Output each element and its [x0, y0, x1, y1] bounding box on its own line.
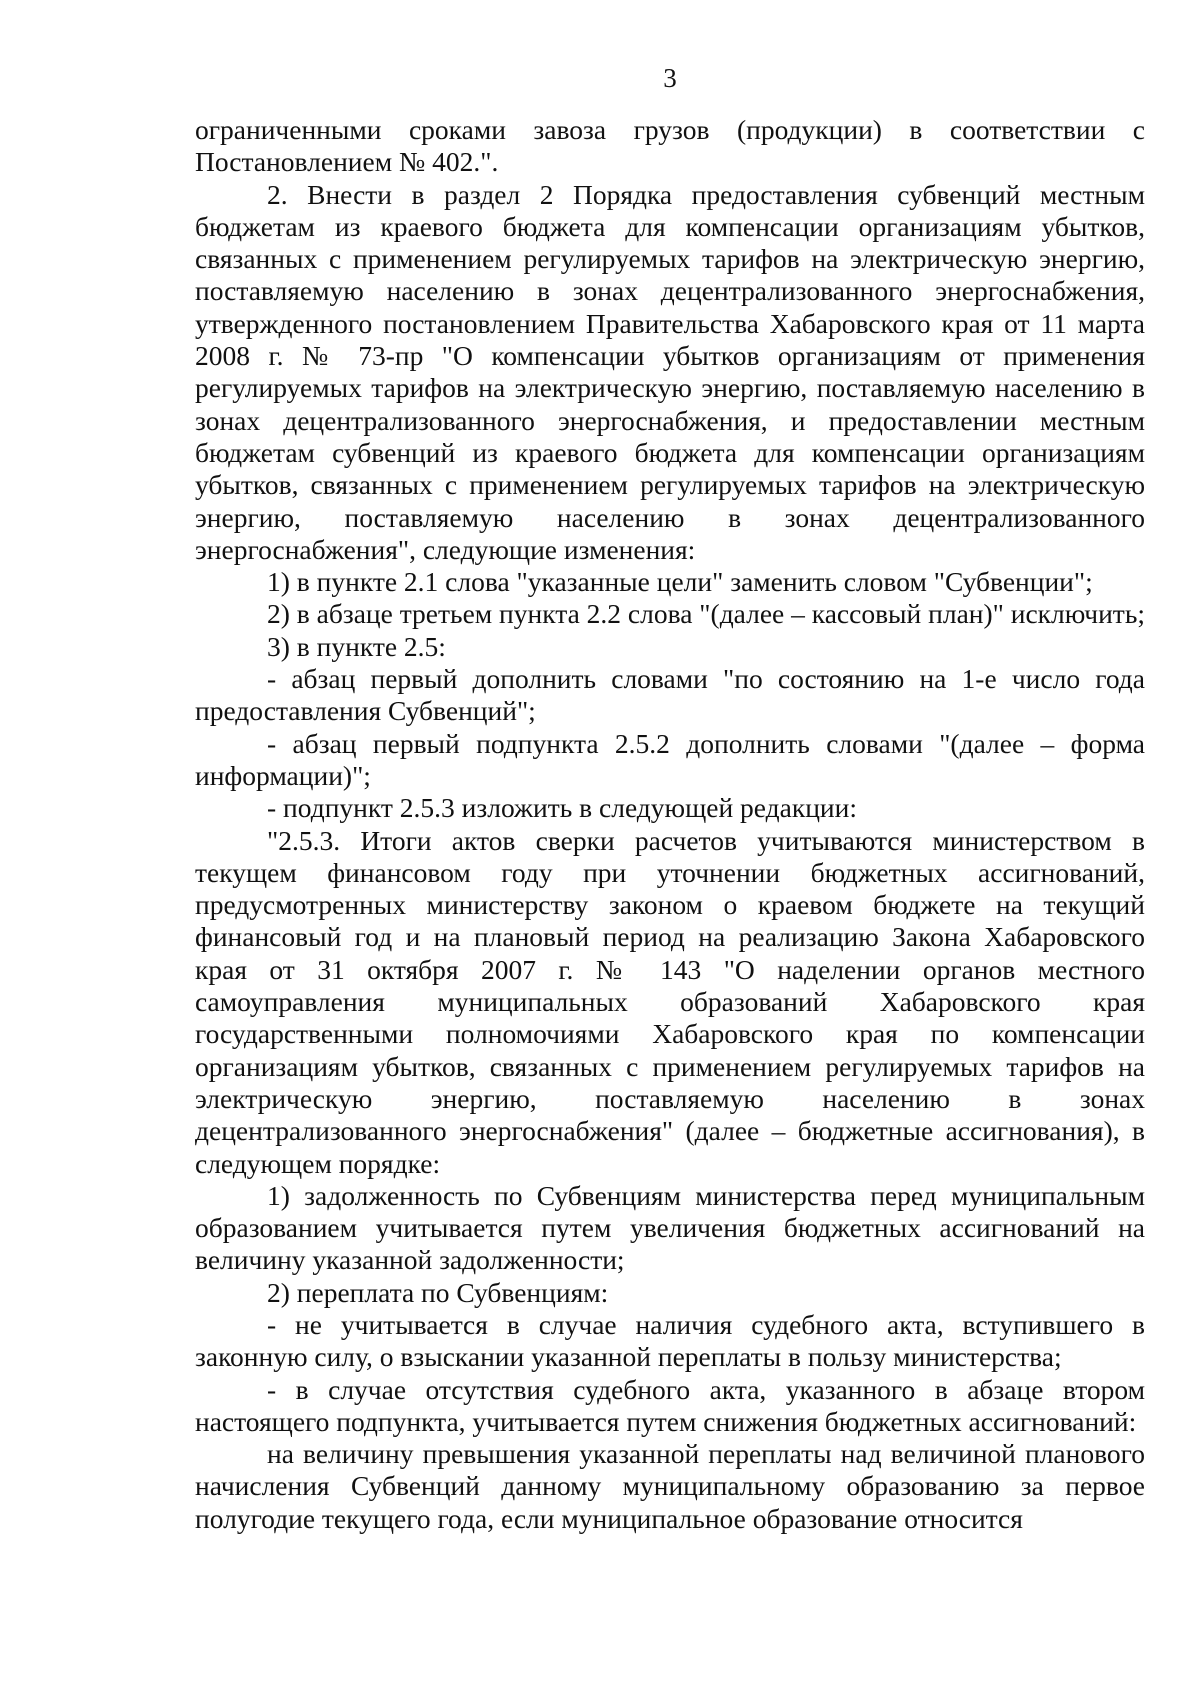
page-number: 3	[663, 63, 677, 93]
paragraph-dash-2: - абзац первый подпункта 2.5.2 дополнить словами "(далее – форма информации)";	[195, 727, 1145, 791]
document-body	[195, 114, 1145, 1535]
paragraph-subitem-3: 3) в пункте 2.5:	[267, 630, 446, 662]
paragraph-2-5-3: "2.5.3. Итоги актов сверки расчетов учитываются министерством в текущем финансовом году при уточнении бюджетных ассигнований, предусмотренных министерству законом о краевом бюджете на текущий финансовый год и на плановый период на реализацию Закона Хабаровского края от 31 октября 2007 г. № 143 "О наделении органов местного самоуправления муниципальных образований Хабаровского края государственными полномочиями Хабаровского края по компенсации организациям убытков, связанных с применением регулируемых тарифов на электрическую энергию, поставляемую населению в зонах децентрализованного энергоснабжения" (далее – бюджетные ассигнования), в следующем порядке:	[195, 824, 1145, 1179]
paragraph-subitem-1: 1) в пункте 2.1 слова "указанные цели" заменить словом "Субвенции";	[267, 566, 1093, 598]
paragraph-overpayment: 2) переплата по Субвенциям:	[267, 1276, 609, 1308]
paragraph-subitem-2: 2) в абзаце третьем пункта 2.2 слова "(далее – кассовый план)" исключить;	[267, 598, 1145, 630]
paragraph-item-2: 2. Внести в раздел 2 Порядка предоставления субвенций местным бюджетам из краевого бюджета для компенсации организациям убытков, связанных с применением регулируемых тарифов на электрическую энергию, поставляемую населению в зонах децентрализованного энергоснабжения, утвержденного постановлением Правительства Хабаровского края от 11 марта 2008 г. № 73-пр "О компенсации убытков организациям от применения регулируемых тарифов на электрическую энергию, поставляемую населению в зонах децентрализованного энергоснабжения, и предоставлении местным бюджетам субвенций из краевого бюджета для компенсации организациям убытков, связанных с применением регулируемых тарифов на электрическую энергию, поставляемую населению в зонах децентрализованного энергоснабжения", следующие изменения:	[195, 178, 1145, 565]
paragraph-overpayment-dash-1: - не учитывается в случае наличия судебного акта, вступившего в законную силу, о взыскании указанной переплаты в пользу министерства;	[195, 1308, 1145, 1373]
paragraph-excess: на величину превышения указанной переплаты над величиной планового начисления Субвенций данному муниципальному образованию за первое полугодие текущего года, если муниципальное образование относится	[195, 1438, 1145, 1534]
paragraph-overpayment-dash-2: - в случае отсутствия судебного акта, указанного в абзаце втором настоящего подпункта, учитывается путем снижения бюджетных ассигнований:	[195, 1373, 1145, 1437]
paragraph-debt: 1) задолженность по Субвенциям министерства перед муниципальным образованием учитывается путем увеличения бюджетных ассигнований на величину указанной задолженности;	[195, 1179, 1145, 1276]
paragraph-dash-3: - подпункт 2.5.3 изложить в следующей редакции:	[267, 792, 858, 824]
paragraph-continuation: ограниченными сроками завоза грузов (продукции) в соответствии с Постановлением № 402.".	[195, 114, 1145, 178]
paragraph-dash-1: - абзац первый дополнить словами "по состоянию на 1-е число года предоставления Субвенций";	[195, 663, 1145, 727]
